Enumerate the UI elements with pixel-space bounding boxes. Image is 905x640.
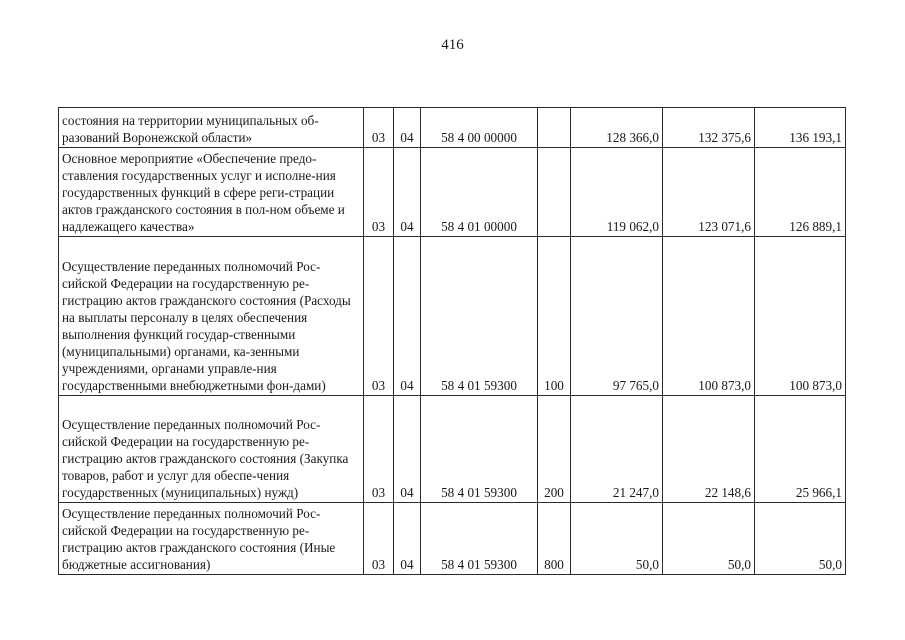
amount-year2-cell: 123 071,6 bbox=[663, 148, 755, 237]
section-code-cell: 03 bbox=[364, 237, 394, 396]
row-name-cell: Осуществление переданных полномочий Рос-сийской Федерации на государственную ре-гистрацию актов гражданского состояния (Расходы на выплаты персоналу в целях обеспечения выполнения функций государ-ственными (муниципальными) органами, ка-зенными учреждениями, органами управле-ния государственными внебюджетными фон-дами) bbox=[59, 237, 364, 396]
row-name-cell: Осуществление переданных полномочий Рос-сийской Федерации на государственную ре-гистрацию актов гражданского состояния (Закупка товаров, работ и услуг для обеспе-чения государственных (муниципальных) нужд) bbox=[59, 396, 364, 503]
row-name-cell: Осуществление переданных полномочий Рос-сийской Федерации на государственную ре-гистрацию актов гражданского состояния (Иные бюджетные ассигнования) bbox=[59, 503, 364, 575]
row-name-cell: Основное мероприятие «Обеспечение предо-ставления государственных услуг и исполне-ния государственных функций в сфере реги-страции актов гражданского состояния в пол-ном объеме и надлежащего качества» bbox=[59, 148, 364, 237]
amount-year1-cell: 97 765,0 bbox=[571, 237, 663, 396]
section-code-cell: 03 bbox=[364, 503, 394, 575]
expense-type-cell: 100 bbox=[538, 237, 571, 396]
amount-year1-cell: 128 366,0 bbox=[571, 108, 663, 148]
amount-year2-cell: 100 873,0 bbox=[663, 237, 755, 396]
amount-year3-cell: 100 873,0 bbox=[755, 237, 846, 396]
table-row bbox=[59, 237, 846, 396]
target-article-cell: 58 4 01 59300 bbox=[421, 503, 538, 575]
table-row bbox=[59, 108, 846, 148]
subsection-code-cell: 04 bbox=[394, 503, 421, 575]
target-article-cell: 58 4 00 00000 bbox=[421, 108, 538, 148]
amount-year2-cell: 50,0 bbox=[663, 503, 755, 575]
expense-type-cell bbox=[538, 148, 571, 237]
subsection-code-cell: 04 bbox=[394, 148, 421, 237]
subsection-code-cell: 04 bbox=[394, 237, 421, 396]
amount-year3-cell: 50,0 bbox=[755, 503, 846, 575]
expense-type-cell bbox=[538, 108, 571, 148]
section-code-cell: 03 bbox=[364, 108, 394, 148]
amount-year2-cell: 132 375,6 bbox=[663, 108, 755, 148]
section-code-cell: 03 bbox=[364, 148, 394, 237]
amount-year1-cell: 119 062,0 bbox=[571, 148, 663, 237]
expense-type-cell: 200 bbox=[538, 396, 571, 503]
row-name-cell: состояния на территории муниципальных об-разований Воронежской области» bbox=[59, 108, 364, 148]
expense-type-cell: 800 bbox=[538, 503, 571, 575]
target-article-cell: 58 4 01 59300 bbox=[421, 237, 538, 396]
table-row bbox=[59, 148, 846, 237]
table-row bbox=[59, 396, 846, 503]
amount-year2-cell: 22 148,6 bbox=[663, 396, 755, 503]
page-number: 416 bbox=[441, 37, 464, 53]
amount-year3-cell: 25 966,1 bbox=[755, 396, 846, 503]
amount-year3-cell: 136 193,1 bbox=[755, 108, 846, 148]
subsection-code-cell: 04 bbox=[394, 396, 421, 503]
amount-year3-cell: 126 889,1 bbox=[755, 148, 846, 237]
section-code-cell: 03 bbox=[364, 396, 394, 503]
amount-year1-cell: 50,0 bbox=[571, 503, 663, 575]
target-article-cell: 58 4 01 59300 bbox=[421, 396, 538, 503]
target-article-cell: 58 4 01 00000 bbox=[421, 148, 538, 237]
budget-table bbox=[58, 107, 846, 575]
amount-year1-cell: 21 247,0 bbox=[571, 396, 663, 503]
table-row bbox=[59, 503, 846, 575]
subsection-code-cell: 04 bbox=[394, 108, 421, 148]
